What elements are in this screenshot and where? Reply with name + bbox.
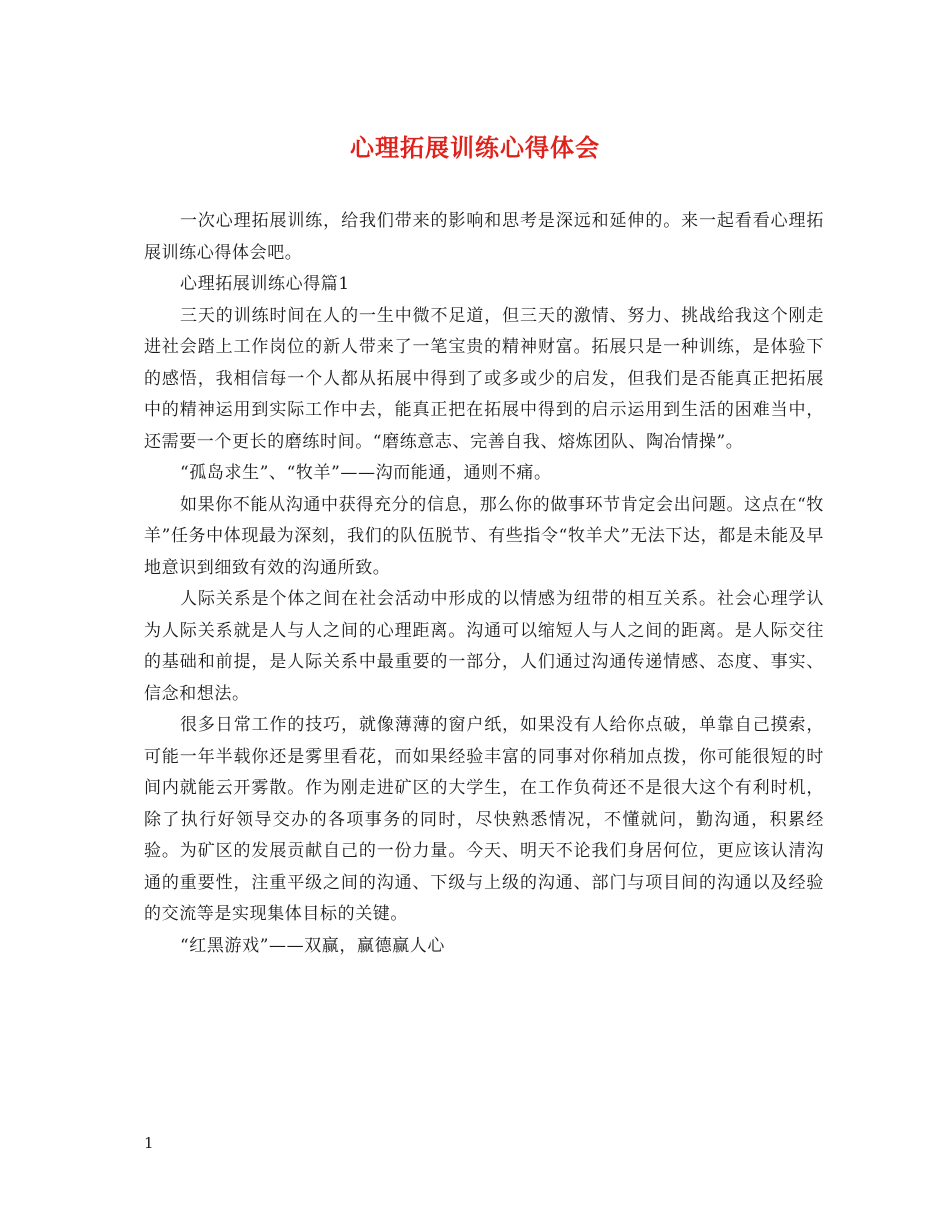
- subheading: “红黑游戏”——双赢，赢德赢人心: [180, 935, 445, 956]
- paragraph: 很多日常工作的技巧，就像薄薄的窗户纸，如果没有人给你点破，单靠自己摸索，可能一年半载你还是雾里看花，而如果经验丰富的同事对你稍加点拨，你可能很短的时间内就能云开雾散。作为刚走进矿区的大学生，在工作负荷还不是很大这个有利时机，除了执行好领导交办的各项事务的同时，尽快熟悉情况，不懂就问，勤沟通，积累经验。为矿区的发展贡献自己的一份力量。今天、明天不论我们身居何位，更应该认清沟通的重要性，注重平级之间的沟通、下级与上级的沟通、部门与项目间的沟通以及经验的交流等是实现集体目标的关键。: [144, 715, 824, 924]
- subheading: “孤岛求生”、“牧羊”——沟而能通，通则不痛。: [180, 463, 552, 483]
- document-body: [144, 206, 824, 962]
- paragraph: 人际关系是个体之间在社会活动中形成的以情感为纽带的相互关系。社会心理学认为人际关系就是人与人之间的心理距离。沟通可以缩短人与人之间的距离。是人际交往的基础和前提，是人际关系中最重要的一部分，人们通过沟通传递情感、态度、事实、信念和想法。: [144, 589, 824, 704]
- document-title: 心理拓展训练心得体会: [350, 133, 600, 162]
- paragraph-intro: 一次心理拓展训练，给我们带来的影响和思考是深远和延伸的。来一起看看心理拓展训练心得体会吧。: [144, 211, 824, 263]
- paragraph: 三天的训练时间在人的一生中微不足道，但三天的激情、努力、挑战给我这个刚走进社会踏上工作岗位的新人带来了一笔宝贵的精神财富。拓展只是一种训练，是体验下的感悟，我相信每一个人都从拓展中得到了或多或少的启发，但我们是否能真正把拓展中的精神运用到实际工作中去，能真正把在拓展中得到的启示运用到生活的困难当中，还需要一个更长的磨练时间。“磨练意志、完善自我、熔炼团队、陶冶情操”。: [144, 305, 824, 452]
- section-heading: 心理拓展训练心得篇1: [180, 274, 350, 294]
- paragraph: 如果你不能从沟通中获得充分的信息，那么你的做事环节肯定会出问题。这点在“牧羊”任务中体现最为深刻，我们的队伍脱节、有些指令“牧羊犬”无法下达，都是未能及早地意识到细致有效的沟通所致。: [144, 494, 824, 578]
- page-number: 1: [144, 1134, 154, 1152]
